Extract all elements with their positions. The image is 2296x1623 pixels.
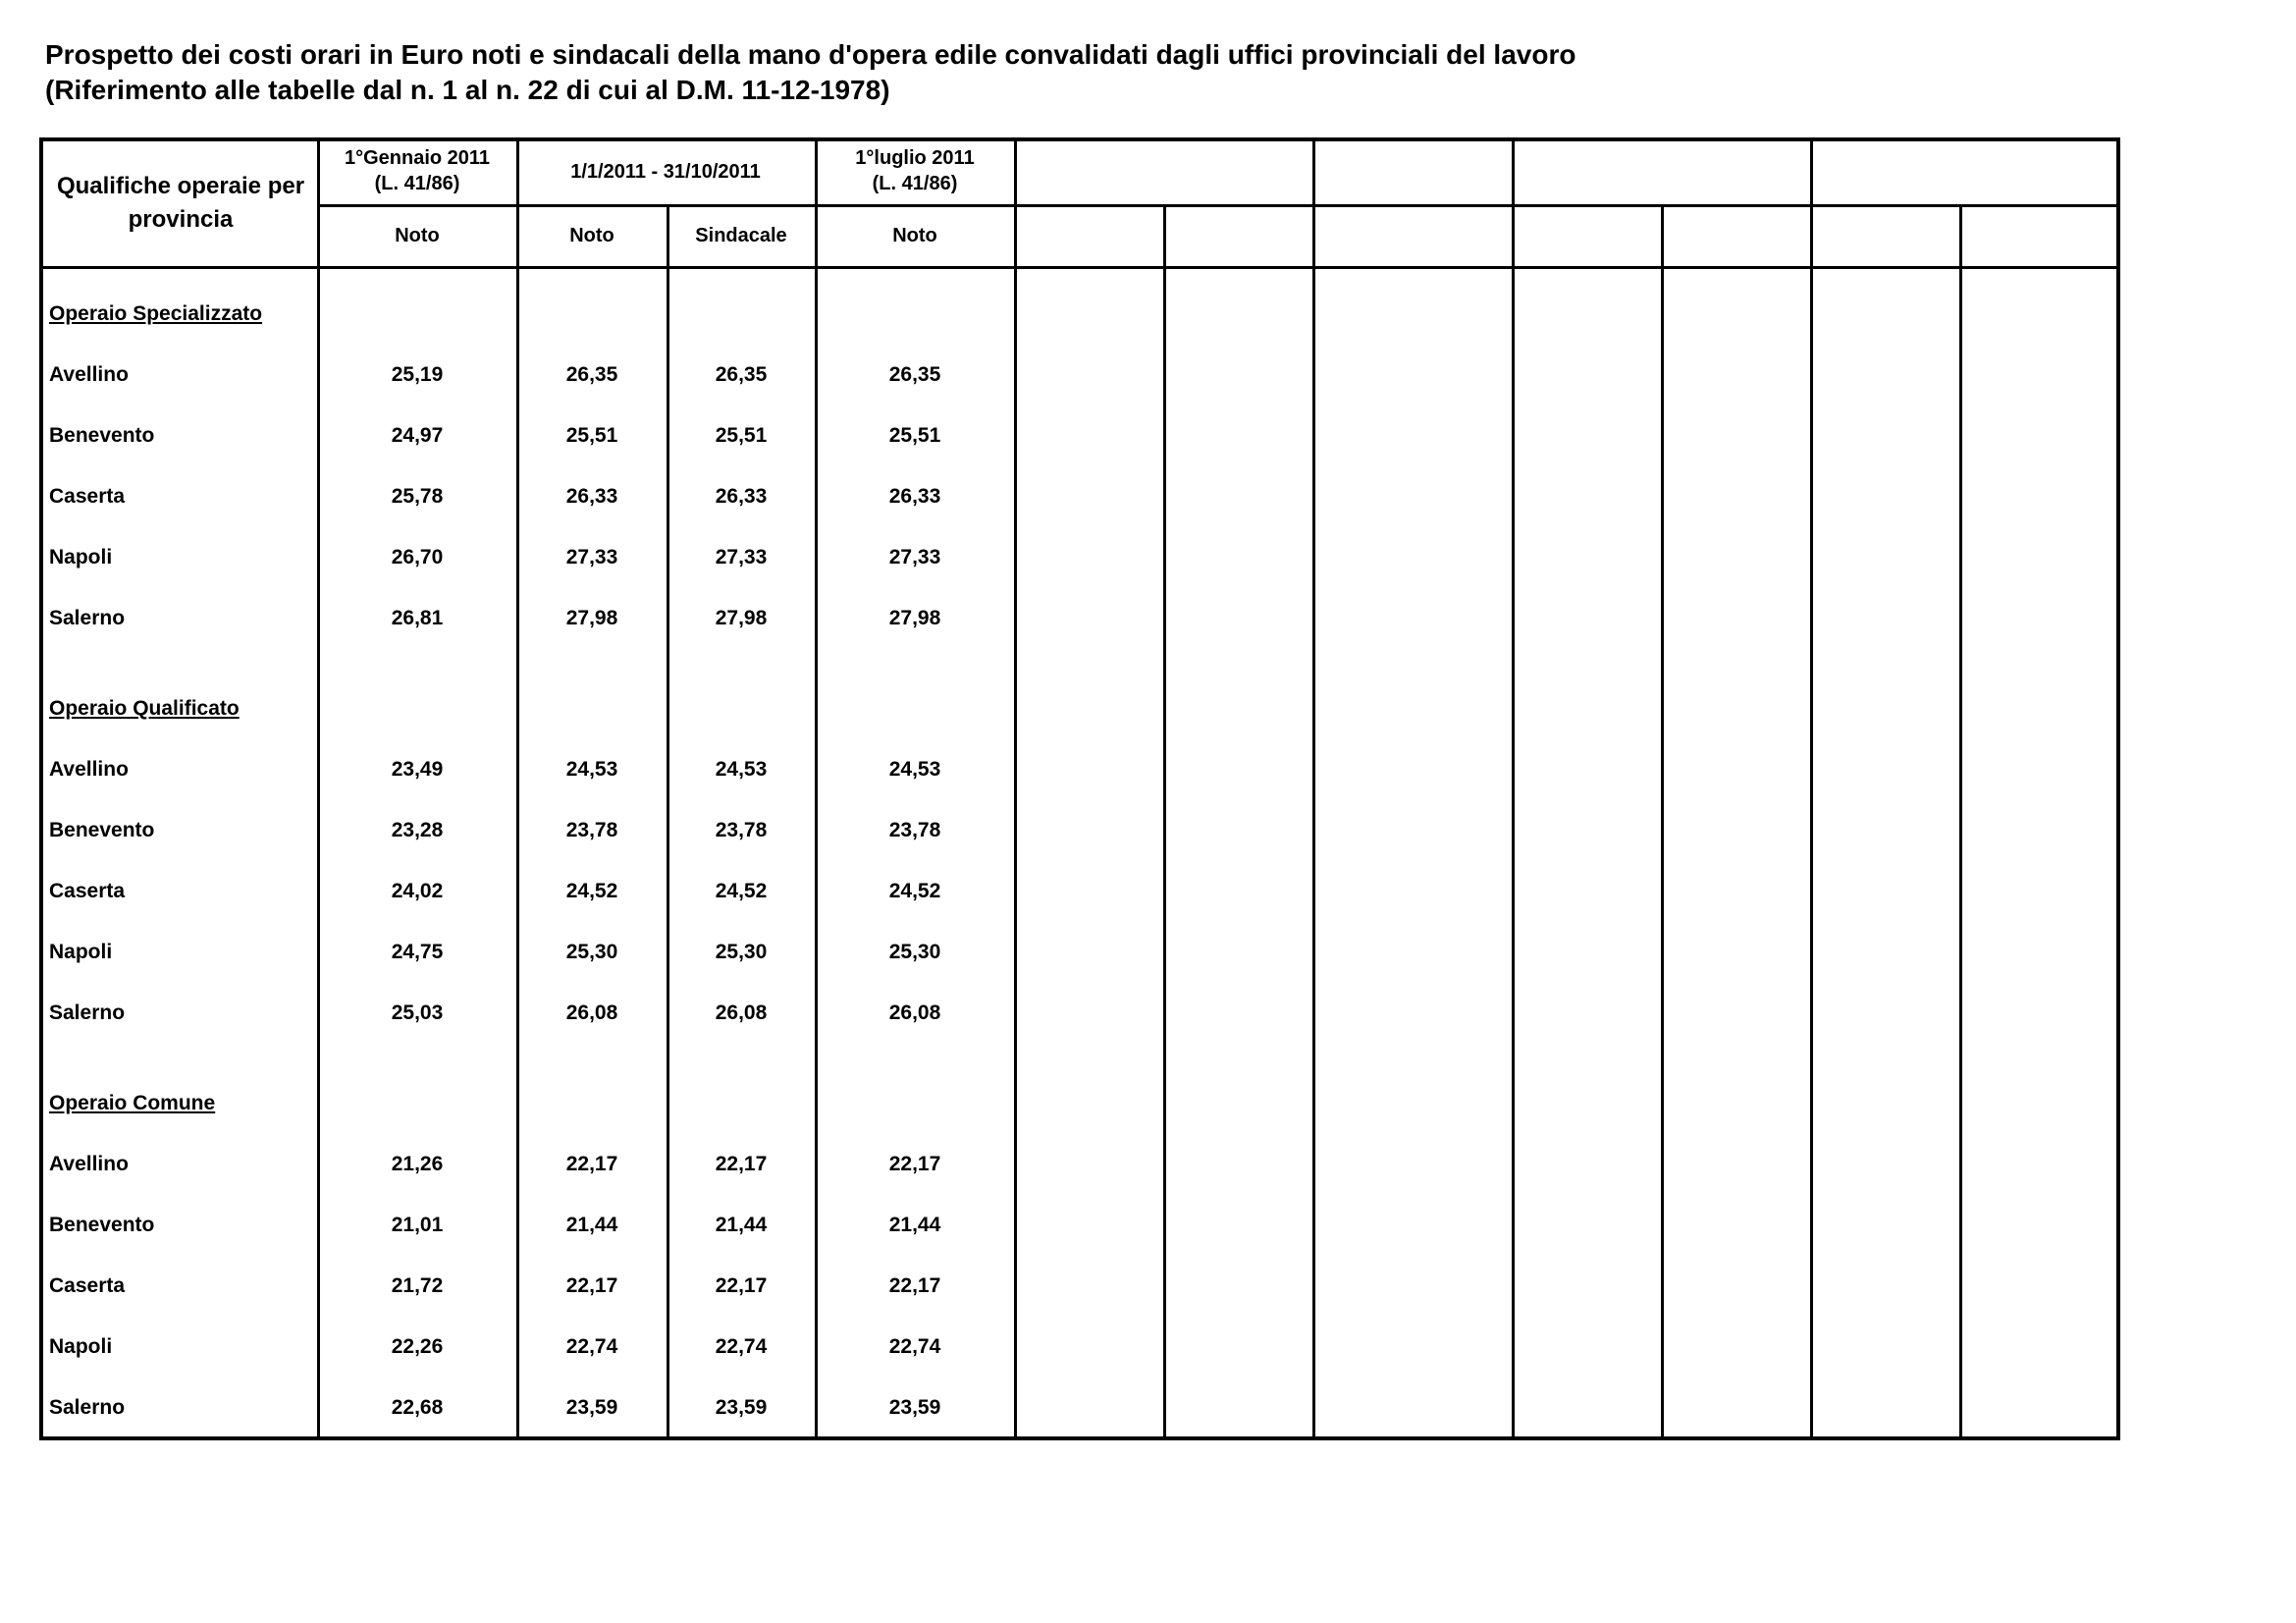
province-name: Napoli <box>49 546 113 568</box>
value-cell: 27,98 <box>565 607 618 629</box>
value-cell: 25,78 <box>391 485 444 508</box>
value-cell: 25,51 <box>565 424 618 447</box>
value-cell: 23,78 <box>888 819 941 841</box>
value-cell: 26,33 <box>565 485 618 508</box>
subheader-noto-3: Noto <box>892 225 937 246</box>
value-cell: 25,51 <box>715 424 768 447</box>
province-name: Salerno <box>49 607 126 629</box>
table-rule <box>516 141 519 1436</box>
table-rule <box>1810 141 1813 1436</box>
province-name: Caserta <box>49 880 126 902</box>
value-cell: 22,68 <box>391 1396 444 1419</box>
value-cell: 27,33 <box>888 546 941 568</box>
table-rule <box>317 204 2116 207</box>
header-col-luglio: 1°luglio 2011 (L. 41/86) <box>855 147 975 194</box>
value-cell: 27,98 <box>715 607 768 629</box>
value-cell: 24,52 <box>565 880 618 902</box>
value-cell: 25,03 <box>391 1001 444 1024</box>
province-name: Benevento <box>49 819 155 841</box>
province-name: Benevento <box>49 1214 155 1236</box>
value-cell: 24,53 <box>715 758 768 781</box>
document-title <box>45 37 1575 108</box>
value-cell: 27,98 <box>888 607 941 629</box>
value-cell: 26,08 <box>565 1001 618 1024</box>
value-cell: 26,70 <box>391 546 444 568</box>
value-cell: 22,74 <box>565 1335 618 1358</box>
value-cell: 24,52 <box>715 880 768 902</box>
header-col-gennaio: 1°Gennaio 2011 (L. 41/86) <box>344 147 491 194</box>
header-col-periodo: 1/1/2011 - 31/10/2011 <box>570 161 761 183</box>
value-cell: 25,51 <box>888 424 941 447</box>
subheader-noto-1: Noto <box>395 225 440 246</box>
value-cell: 22,17 <box>715 1274 768 1297</box>
value-cell: 26,08 <box>888 1001 941 1024</box>
value-cell: 21,44 <box>565 1214 618 1236</box>
header-qualifiche: Qualifiche operaie per provincia <box>56 173 305 233</box>
value-cell: 26,33 <box>715 485 768 508</box>
value-cell: 26,35 <box>888 363 941 386</box>
value-cell: 22,17 <box>565 1153 618 1175</box>
subheader-sindacale: Sindacale <box>695 225 787 246</box>
value-cell: 21,44 <box>715 1214 768 1236</box>
value-cell: 27,33 <box>565 546 618 568</box>
value-cell: 22,17 <box>715 1153 768 1175</box>
title-line-2: (Riferimento alle tabelle dal n. 1 al n. 22 di cui al D.M. 11-12-1978) <box>45 75 890 105</box>
value-cell: 23,78 <box>715 819 768 841</box>
table-rule <box>1512 141 1515 1436</box>
province-name: Avellino <box>49 363 129 386</box>
province-name: Avellino <box>49 758 129 781</box>
value-cell: 25,30 <box>715 941 768 963</box>
value-cell: 24,75 <box>391 941 444 963</box>
value-cell: 23,28 <box>391 819 444 841</box>
value-cell: 23,59 <box>888 1396 941 1419</box>
value-cell: 24,53 <box>888 758 941 781</box>
value-cell: 22,26 <box>391 1335 444 1358</box>
value-cell: 24,02 <box>391 880 444 902</box>
table-rule <box>1163 204 1166 1436</box>
value-cell: 22,74 <box>715 1335 768 1358</box>
province-name: Caserta <box>49 485 126 508</box>
table-rule <box>1014 141 1017 1436</box>
province-name: Napoli <box>49 1335 113 1358</box>
table-rule <box>317 141 320 1436</box>
table-rule <box>1661 204 1664 1436</box>
value-cell: 24,53 <box>565 758 618 781</box>
value-cell: 26,33 <box>888 485 941 508</box>
group-title: Operaio Comune <box>49 1092 216 1114</box>
table-rule <box>815 141 818 1436</box>
value-cell: 21,26 <box>391 1153 444 1175</box>
value-cell: 21,44 <box>888 1214 941 1236</box>
value-cell: 23,59 <box>715 1396 768 1419</box>
table-rule <box>43 266 2116 269</box>
value-cell: 22,17 <box>565 1274 618 1297</box>
value-cell: 26,81 <box>391 607 444 629</box>
cost-table <box>39 137 2120 1440</box>
value-cell: 21,01 <box>391 1214 444 1236</box>
province-name: Benevento <box>49 424 155 447</box>
province-name: Caserta <box>49 1274 126 1297</box>
value-cell: 26,08 <box>715 1001 768 1024</box>
table-rule <box>1312 141 1315 1436</box>
province-name: Salerno <box>49 1396 126 1419</box>
group-title: Operaio Specializzato <box>49 302 263 325</box>
value-cell: 22,17 <box>888 1153 941 1175</box>
value-cell: 23,78 <box>565 819 618 841</box>
value-cell: 25,30 <box>565 941 618 963</box>
value-cell: 22,17 <box>888 1274 941 1297</box>
province-name: Avellino <box>49 1153 129 1175</box>
value-cell: 26,35 <box>715 363 768 386</box>
value-cell: 27,33 <box>715 546 768 568</box>
group-title: Operaio Qualificato <box>49 697 240 720</box>
table-rule <box>667 204 669 1436</box>
value-cell: 23,49 <box>391 758 444 781</box>
value-cell: 24,97 <box>391 424 444 447</box>
subheader-noto-2: Noto <box>569 225 614 246</box>
value-cell: 22,74 <box>888 1335 941 1358</box>
value-cell: 26,35 <box>565 363 618 386</box>
value-cell: 23,59 <box>565 1396 618 1419</box>
value-cell: 21,72 <box>391 1274 444 1297</box>
province-name: Salerno <box>49 1001 126 1024</box>
table-rule <box>1959 204 1962 1436</box>
title-line-1: Prospetto dei costi orari in Euro noti e sindacali della mano d'opera edile convalidati dagli uffici provinciali del lavoro <box>45 39 1576 70</box>
value-cell: 24,52 <box>888 880 941 902</box>
province-name: Napoli <box>49 941 113 963</box>
value-cell: 25,30 <box>888 941 941 963</box>
value-cell: 25,19 <box>391 363 444 386</box>
